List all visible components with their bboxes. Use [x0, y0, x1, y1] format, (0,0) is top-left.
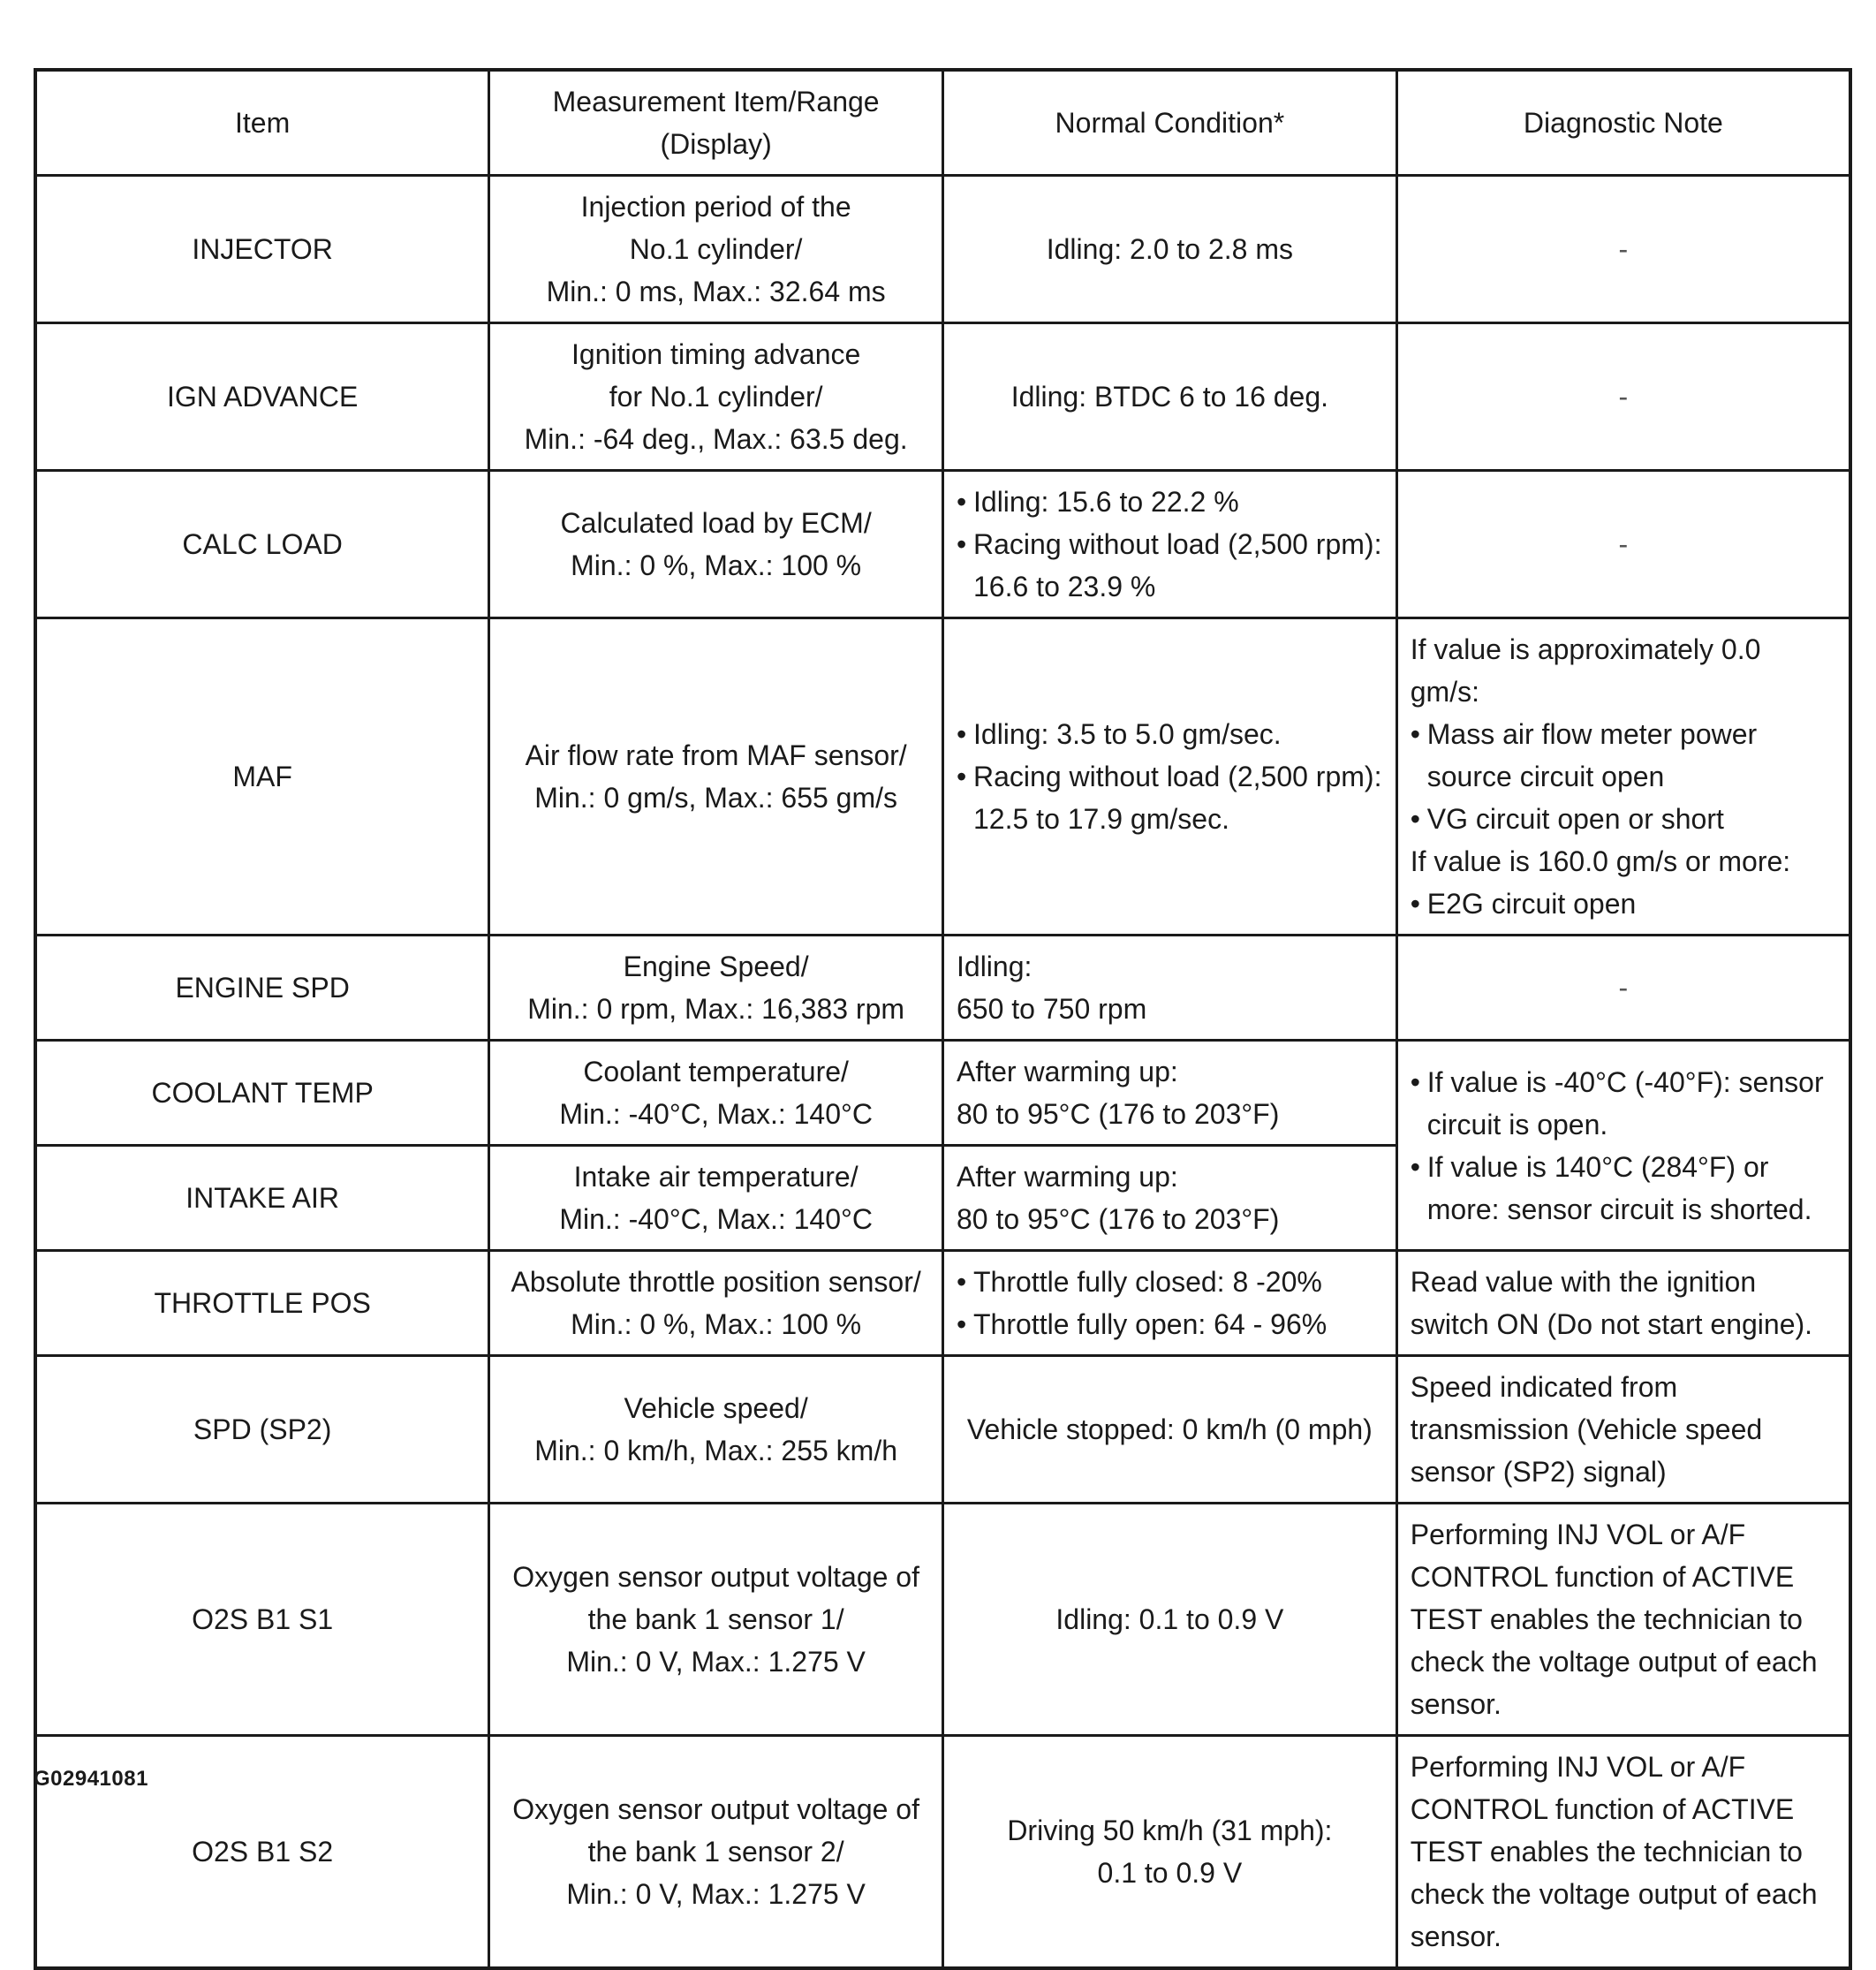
item-cell: INJECTOR — [35, 176, 489, 323]
item-cell: O2S B1 S1 — [35, 1504, 489, 1736]
data-list-table — [34, 68, 1852, 1970]
table-row — [35, 1356, 1850, 1504]
diagnostic-note-cell: Performing INJ VOL or A/F CONTROL function of ACTIVE TEST enables the technician to check the voltage output of each sensor. — [1396, 1736, 1850, 1969]
table-row — [35, 1736, 1850, 1969]
table-row — [35, 618, 1850, 936]
item-cell: MAF — [35, 618, 489, 936]
measurement-cell: Injection period of the No.1 cylinder/ Min.: 0 ms, Max.: 32.64 ms — [489, 176, 943, 323]
diagnostic-note-cell: Read value with the ignition switch ON (Do not start engine). — [1396, 1251, 1850, 1356]
normal-condition-cell: Driving 50 km/h (31 mph): 0.1 to 0.9 V — [943, 1736, 1397, 1969]
item-cell: COOLANT TEMP — [35, 1041, 489, 1146]
item-cell: SPD (SP2) — [35, 1356, 489, 1504]
diagnostic-note-cell: - — [1396, 471, 1850, 618]
item-cell: THROTTLE POS — [35, 1251, 489, 1356]
item-cell: INTAKE AIR — [35, 1146, 489, 1251]
normal-condition-cell: Idling: 2.0 to 2.8 ms — [943, 176, 1397, 323]
normal-condition-cell: Idling: 650 to 750 rpm — [943, 936, 1397, 1041]
diagnostic-note-cell: - — [1396, 176, 1850, 323]
header-diagnostic-note: Diagnostic Note — [1396, 70, 1850, 176]
normal-condition-cell: • Idling: 3.5 to 5.0 gm/sec. • Racing without load (2,500 rpm): 12.5 to 17.9 gm/sec. — [943, 618, 1397, 936]
figure-id: G02941081 — [34, 1767, 148, 1791]
table-row — [35, 1504, 1850, 1736]
diagnostic-note-cell: Speed indicated from transmission (Vehicle speed sensor (SP2) signal) — [1396, 1356, 1850, 1504]
measurement-cell: Air flow rate from MAF sensor/ Min.: 0 gm/s, Max.: 655 gm/s — [489, 618, 943, 936]
table-row — [35, 176, 1850, 323]
item-cell: O2S B1 S2 — [35, 1736, 489, 1969]
measurement-cell: Oxygen sensor output voltage of the bank 1 sensor 2/ Min.: 0 V, Max.: 1.275 V — [489, 1736, 943, 1969]
header-normal-condition: Normal Condition* — [943, 70, 1397, 176]
normal-condition-cell: • Idling: 15.6 to 22.2 % • Racing without load (2,500 rpm): 16.6 to 23.9 % — [943, 471, 1397, 618]
item-cell: ENGINE SPD — [35, 936, 489, 1041]
table-row — [35, 936, 1850, 1041]
measurement-cell: Calculated load by ECM/ Min.: 0 %, Max.: 100 % — [489, 471, 943, 618]
table-row — [35, 471, 1850, 618]
measurement-cell: Vehicle speed/ Min.: 0 km/h, Max.: 255 km/h — [489, 1356, 943, 1504]
diagnostic-note-cell: Performing INJ VOL or A/F CONTROL function of ACTIVE TEST enables the technician to check the voltage output of each sensor. — [1396, 1504, 1850, 1736]
normal-condition-cell: Idling: BTDC 6 to 16 deg. — [943, 323, 1397, 471]
header-item: Item — [35, 70, 489, 176]
item-cell: CALC LOAD — [35, 471, 489, 618]
measurement-cell: Absolute throttle position sensor/ Min.: 0 %, Max.: 100 % — [489, 1251, 943, 1356]
header-row — [35, 70, 1850, 176]
diagnostic-note-cell: If value is approximately 0.0 gm/s: • Mass air flow meter power source circuit open • VG circuit open or short If value is 160.0 gm/s or more: • E2G circuit open — [1396, 618, 1850, 936]
header-measurement: Measurement Item/Range (Display) — [489, 70, 943, 176]
normal-condition-cell: After warming up: 80 to 95°C (176 to 203°F) — [943, 1041, 1397, 1146]
measurement-cell: Intake air temperature/ Min.: -40°C, Max.: 140°C — [489, 1146, 943, 1251]
table-row — [35, 1041, 1850, 1146]
measurement-cell: Ignition timing advance for No.1 cylinder/ Min.: -64 deg., Max.: 63.5 deg. — [489, 323, 943, 471]
diagnostic-note-cell: - — [1396, 936, 1850, 1041]
table-row — [35, 323, 1850, 471]
measurement-cell: Coolant temperature/ Min.: -40°C, Max.: 140°C — [489, 1041, 943, 1146]
diagnostic-note-cell: • If value is -40°C (-40°F): sensor circuit is open. • If value is 140°C (284°F) or more: sensor circuit is shorted. — [1396, 1041, 1850, 1251]
diagnostic-note-cell: - — [1396, 323, 1850, 471]
normal-condition-cell: After warming up: 80 to 95°C (176 to 203°F) — [943, 1146, 1397, 1251]
measurement-cell: Engine Speed/ Min.: 0 rpm, Max.: 16,383 rpm — [489, 936, 943, 1041]
measurement-cell: Oxygen sensor output voltage of the bank 1 sensor 1/ Min.: 0 V, Max.: 1.275 V — [489, 1504, 943, 1736]
normal-condition-cell: Idling: 0.1 to 0.9 V — [943, 1504, 1397, 1736]
table-row — [35, 1251, 1850, 1356]
item-cell: IGN ADVANCE — [35, 323, 489, 471]
normal-condition-cell: Vehicle stopped: 0 km/h (0 mph) — [943, 1356, 1397, 1504]
normal-condition-cell: • Throttle fully closed: 8 -20% • Throttle fully open: 64 - 96% — [943, 1251, 1397, 1356]
